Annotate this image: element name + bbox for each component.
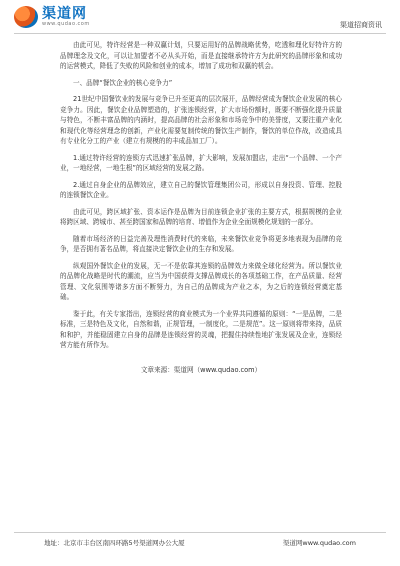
paragraph: 鉴于此，有关专家指出，连锁经营的商业模式为一个业界共同遵循的原则：“一是品牌，二是标准，三是特色及文化，自然和谐，正规管理，一制度化，二是规范”。这一原则将带来持，品质和和护，并能稳固建立自身的品牌是连锁经营的灵魂，把握住持续性地扩张发展及企业，连锁经营方能有所作为。 (60, 309, 342, 349)
paragraph: 纵观国外餐饮企业的发展，无一不是依靠其连锁的品牌效力来做全球化经营为。所以餐饮业的品牌化战略是时代的潮流，应当为中国获得支撑品牌成长的各项基础工作，在产品质量、经营管理、文化氛围等诸多方面不断努力，为自己的品牌成为产业之本，为之后的连锁经营奠定基础。 (60, 261, 342, 301)
site-logo[interactable] (14, 6, 90, 28)
header-category: 渠道招商资讯 (340, 21, 382, 29)
footer-divider (14, 532, 386, 533)
article-body (60, 40, 342, 381)
page-footer (0, 532, 400, 552)
footer-website[interactable]: 渠道网www.qudao.com (282, 539, 356, 547)
article-source: 文章来源：渠道网（www.qudao.com） (140, 365, 262, 374)
paragraph: 随着市场经济的日益完善及理性消费时代的来临，未来餐饮业竞争将更多地表现为品牌的竞争，是否拥有著名品牌，将直接决定餐饮企业的生存和发展。 (60, 234, 342, 253)
logo-globe-icon (14, 6, 38, 28)
paragraph: 21世纪中国餐饮业的发展与竞争已升至更高的层次展开，品牌经营成为餐饮企业发展的核心竞争力。因此，餐饮企业品牌塑造的，扩张连锁经营，扩大市场份额时，既要不断强化提升质量与特色，不断丰富品牌的内涵时，提高品牌的社会形象和市场竞争中的美誉度，又要注重产业化和现代化等经营理念的创新，产业化需要复制传统的餐饮生产制作，餐饮的单位作战，改造成具有专业化分工的产业（建立有规模的的丰成品加工厂）。 (60, 95, 342, 145)
logo-subtitle: www.qudao.com (42, 21, 90, 27)
paragraph: 1.通过特许经营的连锁方式迅速扩张品牌，扩大影响，发展加盟店，走出“一个品牌、一个产业，一地经营，一地生根”的区域经营的发展之路。 (60, 153, 342, 172)
section-heading: 一、品牌“餐饮企业的核心竞争力” (73, 78, 173, 87)
header-divider (14, 33, 386, 34)
footer-address: 地址：北京市丰台区南四环路5号渠道网办公大厦 (44, 539, 185, 547)
logo-text: 渠道网 (42, 6, 87, 22)
paragraph: 2.通过自身企业的品牌效应，建立自己的餐饮管理集团公司，形成以自身投资、管理、控股的连锁餐饮企业。 (60, 180, 342, 199)
paragraph: 由此可见，特许经营是一种双赢计划，只要运用好的品牌战略优势，吃透和理化好特许方的品牌理念及文化，可以让加盟者不必从头开始，而是直接继承特许方为此研究的品牌形象和成功的运营模式，降低了失败的风险和创业的成本，增加了成功和双赢的机会。 (60, 41, 342, 70)
paragraph: 由此可见，跨区域扩张、资本运作是品牌为目前连锁企业扩张的主要方式，根据规模的企业将跨区域、跨城市、甚至跨国家和品牌的培育、增值作为企业全面规模化规划的一部分。 (60, 207, 342, 226)
page-header (0, 0, 400, 36)
